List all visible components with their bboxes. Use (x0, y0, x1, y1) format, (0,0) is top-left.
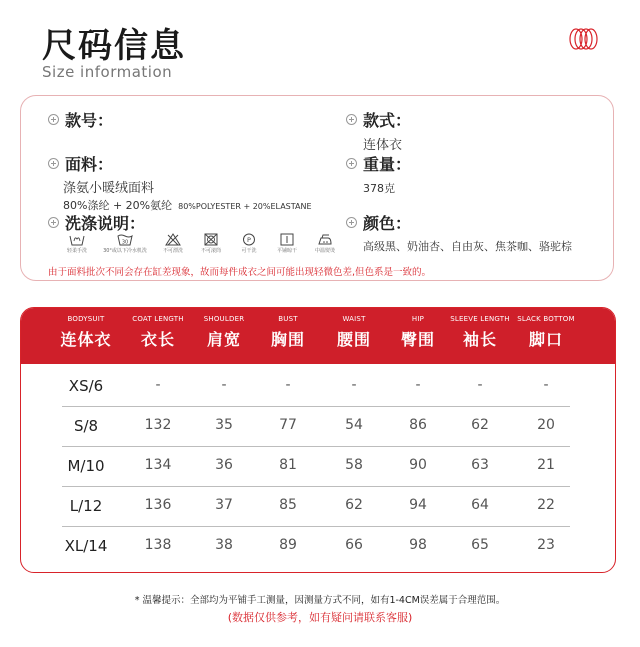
measurement-cell: 35 (215, 417, 233, 433)
column-header (251, 315, 325, 350)
measurement-cell: 77 (279, 417, 297, 433)
column-header-en: COAT LENGTH (132, 315, 184, 323)
measurement-cell: 94 (409, 497, 427, 513)
column-header-en: SHOULDER (203, 315, 245, 323)
fabric-field (48, 152, 312, 213)
measurement-cell: 38 (215, 537, 233, 553)
rings-icon (568, 28, 600, 50)
column-header-en: BODYSUIT (67, 315, 105, 323)
color-field (346, 211, 572, 254)
measurement-cell: - (285, 377, 291, 393)
weight-field (346, 152, 411, 196)
style-no-field (48, 108, 115, 131)
reference-note: (数据仅供参考，如有疑问请联系客服) (227, 611, 413, 624)
care-item-iron (310, 233, 340, 254)
column-header-cn: 胸围 (270, 330, 305, 349)
measurement-cell: - (477, 377, 483, 393)
column-header-cn: 袖长 (462, 330, 497, 349)
no-bleach-icon (165, 233, 181, 246)
care-item-no-bleach (158, 233, 188, 254)
column-header-cn: 脚口 (528, 330, 563, 349)
column-header (49, 315, 123, 350)
hand-wash-icon (69, 233, 85, 246)
size-cell: S/8 (73, 417, 99, 435)
care-item-hand-wash (62, 233, 92, 254)
color-value: 高级黑、奶油杏、自由灰、焦茶咖、骆驼棕 (363, 240, 572, 253)
column-header (121, 315, 195, 350)
measurement-cell: 23 (537, 537, 555, 553)
measurement-cell: 22 (537, 497, 555, 513)
plus-circle-icon (346, 217, 357, 228)
svg-text:P: P (247, 236, 251, 244)
measurement-cell: 64 (471, 497, 489, 513)
care-icons (62, 233, 340, 254)
column-header-cn: 连体衣 (60, 330, 112, 349)
size-cell: XS/6 (68, 377, 104, 395)
table-row (20, 487, 616, 527)
size-table-content (20, 307, 616, 573)
measurement-cell: 89 (279, 537, 297, 553)
measurement-cell: - (351, 377, 357, 393)
care-label: 洗涤说明： (65, 214, 146, 233)
plus-circle-icon (48, 158, 59, 169)
size-cell: L/12 (69, 497, 103, 515)
column-header-en: SLACK BOTTOM (517, 315, 575, 323)
care-text: 可干洗 (241, 248, 257, 254)
care-text: 不可漂洗 (162, 248, 183, 254)
table-row (20, 407, 616, 447)
column-header (317, 315, 391, 350)
measurement-cell: 21 (537, 457, 555, 473)
column-header-cn: 肩宽 (206, 330, 241, 349)
measurement-cell: 20 (537, 417, 555, 433)
machine-wash-30-icon (117, 233, 133, 246)
care-text: 不可滚筒 (200, 248, 221, 254)
plus-circle-icon (48, 217, 59, 228)
measurement-cell: 66 (345, 537, 363, 553)
care-field (48, 211, 145, 234)
column-header-en: BUST (278, 315, 298, 323)
fabric-value: 涤氨小暖绒面料 (63, 181, 155, 196)
style-field (346, 108, 411, 153)
style-no-label: 款号： (65, 111, 114, 130)
column-header-cn: 臀围 (400, 330, 435, 349)
page-title: 尺码信息 (42, 26, 186, 66)
measurement-cell: 36 (215, 457, 233, 473)
flat-dry-icon (279, 233, 295, 246)
weight-label: 重量： (363, 155, 412, 174)
svg-text:30: 30 (121, 239, 129, 246)
measurement-cell: 136 (144, 497, 172, 513)
table-row (20, 447, 616, 487)
care-text: 中温熨烫 (314, 248, 335, 254)
care-text: 轻柔手洗 (66, 248, 87, 254)
fabric-label: 面料： (65, 155, 114, 174)
care-text: 30°或以下冷水机洗 (103, 248, 147, 254)
measurement-cell: 98 (409, 537, 427, 553)
plus-circle-icon (346, 114, 357, 125)
color-difference-notice: 由于面料批次不同会存在缸差现象，故而每件成衣之间可能出现轻微色差,但色系是一致的。 (48, 267, 432, 278)
measurement-cell: - (543, 377, 549, 393)
measurement-cell: - (155, 377, 161, 393)
color-label: 颜色： (363, 214, 412, 233)
measurement-cell: 62 (345, 497, 363, 513)
column-header-en: SLEEVE LENGTH (450, 315, 510, 323)
page-subtitle: Size information (42, 63, 173, 81)
measurement-cell: 85 (279, 497, 297, 513)
column-header-cn: 腰围 (336, 330, 371, 349)
column-header-en: HIP (411, 315, 425, 323)
style-value: 连体衣 (363, 138, 403, 153)
weight-value: 378克 (363, 182, 395, 195)
style-label: 款式： (363, 111, 412, 130)
plus-circle-icon (48, 114, 59, 125)
table-row (20, 367, 616, 407)
measurement-cell: 134 (144, 457, 172, 473)
measurement-cell: 58 (345, 457, 363, 473)
measurement-cell: 132 (144, 417, 172, 433)
no-tumble-dry-icon (203, 233, 219, 246)
plus-circle-icon (346, 158, 357, 169)
care-item-flat-dry (272, 233, 302, 254)
measurement-cell: 90 (409, 457, 427, 473)
measurement-cell: 54 (345, 417, 363, 433)
iron-icon (317, 233, 333, 246)
measurement-cell: - (415, 377, 421, 393)
care-text: 平铺晾干 (276, 248, 297, 254)
measurement-cell: - (221, 377, 227, 393)
size-cell: XL/14 (64, 537, 108, 555)
care-item-no-tumble (196, 233, 226, 254)
measurement-cell: 86 (409, 417, 427, 433)
column-header (509, 315, 583, 350)
size-cell: M/10 (67, 457, 105, 475)
care-item-dry-clean (234, 233, 264, 254)
dry-clean-icon (241, 233, 257, 246)
measurement-cell: 81 (279, 457, 297, 473)
fabric-composition-cn: 80%涤纶 + 20%氨纶 (63, 199, 173, 212)
column-header (187, 315, 261, 350)
column-header-en: WAIST (342, 315, 366, 323)
measurement-cell: 138 (144, 537, 172, 553)
measurement-cell: 62 (471, 417, 489, 433)
column-header-cn: 衣长 (140, 330, 175, 349)
measurement-cell: 37 (215, 497, 233, 513)
column-header (443, 315, 517, 350)
care-item-machine-wash (100, 233, 150, 254)
measurement-cell: 65 (471, 537, 489, 553)
fabric-composition-en: 80%POLYESTER + 20%ELASTANE (178, 202, 312, 211)
measurement-tip: * 温馨提示：全部均为平铺手工测量，因测量方式不同，如有1-4CM误差属于合理范围。 (134, 595, 506, 606)
measurement-cell: 63 (471, 457, 489, 473)
table-row (20, 527, 616, 567)
